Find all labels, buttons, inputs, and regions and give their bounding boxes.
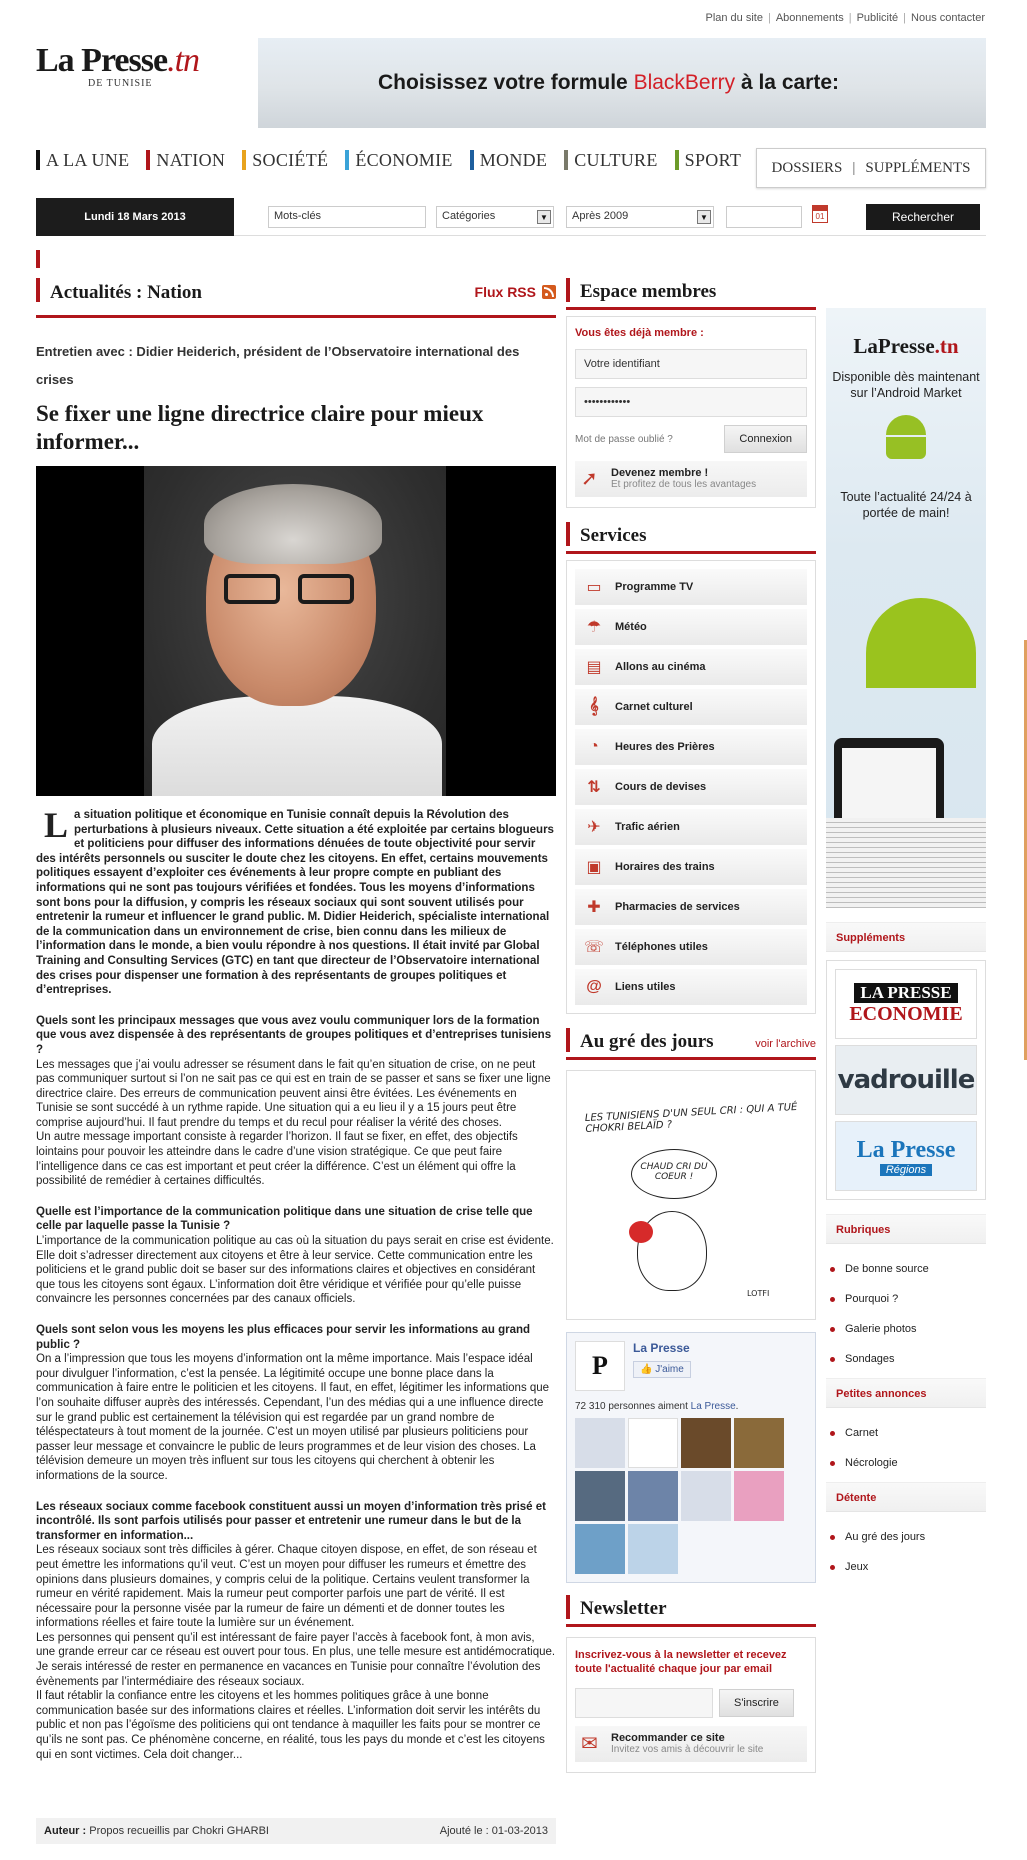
advertisement-banner[interactable]: [258, 38, 986, 128]
nav-nation[interactable]: [146, 148, 225, 172]
middle-column: [566, 278, 816, 1773]
service-cinema[interactable]: [575, 649, 807, 685]
services-header: [566, 522, 816, 554]
section-bar: [566, 278, 570, 302]
ad-brand-tn: .tn: [934, 334, 959, 358]
supp-sub: ECONOMIE: [849, 1002, 963, 1025]
days-header: [566, 1028, 816, 1060]
pharmacy-cross-icon: ✚: [587, 899, 601, 916]
rubrique-item[interactable]: Galerie photos: [826, 1314, 986, 1344]
section-bar: [566, 1595, 570, 1619]
likes-text: 72 310 personnes aiment: [575, 1401, 688, 1412]
article-kicker: Entretien avec : Didier Heiderich, président de l’Observatoire international des crises: [36, 344, 520, 387]
updown-arrows-icon: ⇅: [587, 779, 601, 796]
nav-monde[interactable]: [470, 148, 548, 172]
drop-cap: L: [44, 805, 69, 845]
section-bar: [36, 278, 40, 302]
recommend-title: Recommander ce site: [611, 1732, 725, 1744]
become-member-box[interactable]: [575, 461, 807, 497]
current-date: Lundi 18 Mars 2013: [36, 198, 234, 236]
rss-label: Flux RSS: [474, 284, 536, 300]
facebook-fans-grid: [575, 1418, 807, 1574]
dossiers-supplements-box: DOSSIERS | SUPPLÉMENTS: [756, 148, 986, 188]
facebook-page-link[interactable]: La Presse: [690, 1401, 736, 1412]
service-prieres[interactable]: [575, 729, 807, 765]
fan-avatar[interactable]: [628, 1471, 678, 1521]
question-2: Quelle est l’importance de la communication politique dans une situation de crise telle que celle par laquelle passe la Tunisie ?: [36, 1205, 533, 1233]
newsletter-title: Newsletter: [580, 1598, 667, 1619]
at-icon: @: [586, 978, 602, 995]
umbrella-icon: ☂: [586, 619, 602, 636]
facebook-page-name[interactable]: La Presse: [633, 1341, 690, 1355]
fan-avatar[interactable]: [681, 1418, 731, 1468]
login-panel: [566, 316, 816, 508]
annonces-list: [826, 1408, 986, 1478]
android-icon: [886, 415, 926, 459]
annonces-header: Petites annonces: [826, 1378, 986, 1408]
fan-avatar[interactable]: [628, 1418, 678, 1468]
ad-line-2: Toute l’actualité 24/24 à portée de main!: [840, 490, 972, 520]
categories-select[interactable]: [436, 206, 554, 228]
envelope-icon: ✉: [581, 1733, 598, 1755]
clock-icon: ◔: [589, 738, 599, 755]
nav-bar-marker: [146, 150, 150, 170]
question-3: Quels sont selon vous les moyens les plus efficaces pour servir les informations au grand public ?: [36, 1324, 531, 1351]
facebook-likes-count: 72 310 personnes aiment La Presse.: [575, 1401, 739, 1412]
treble-clef-icon: 𝄞: [589, 698, 599, 715]
calendar-icon[interactable]: 01: [812, 205, 828, 223]
detente-header: Détente: [826, 1482, 986, 1512]
rss-icon: [542, 285, 556, 299]
article-column: [36, 278, 556, 1762]
days-title: Au gré des jours: [580, 1031, 714, 1052]
supplements-header: Suppléments: [826, 922, 986, 952]
become-member-sub: Et profitez de tous les avantages: [611, 479, 757, 490]
fan-avatar[interactable]: [734, 1471, 784, 1521]
article-lead: a situation politique et économique en Tunisie connaît depuis la Révolution des perturbations à plusieurs niveaux. Cette situation a été exploitée par certains blogueurs et politiciens pour diffuser des informations dénuées de toute objectivité pour servir des intérêts personnels ou susciter le doute chez les citoyens. En effet, certains mouvements politiques essayent d’exploiter ces événements à leur propre compte en publiant des informations qui ne sont pas toujours vérifiées et fondées. Tous les moyens d’informations sont bons pour la diffusion, y compris les réseaux sociaux qui sont souvent utilisés pour entretenir la rumeur et influencer le grand public. M. Didier Heiderich, spécialiste international de la communication dans un environnement de crise, bien connu dans les milieux de l’information dans le monde, a bien voulu répondre à nos questions. Il était invité par Global Training and Consulting Services (GTC) en tant que directeur de l’Observatoire international des crises pour dispenser une formation à des représentants de groupes politiques et d’entreprises.: [36, 809, 554, 997]
nav-label: SPORT: [684, 149, 742, 170]
detente-item[interactable]: Jeux: [826, 1552, 986, 1582]
nav-economie[interactable]: [345, 148, 452, 172]
section-bar: [566, 1028, 570, 1052]
thumbs-up-icon: 👍: [640, 1364, 656, 1375]
login-button[interactable]: Connexion: [724, 425, 807, 453]
section-marker: [36, 250, 40, 268]
banner-brand: BlackBerry: [633, 71, 736, 94]
cartoon-caption: LES TUNISIENS D'UN SEUL CRI : QUI A TUÉ CHOKRI BELAÏD ?: [584, 1101, 798, 1136]
year-value: Après 2009: [572, 210, 629, 222]
logo-main: La Presse: [36, 42, 168, 79]
answer-4c: Il faut rétablir la confiance entre les citoyens et les hommes politiques grâce à une bonne communication basée sur des informations claires et réelles. L’information doit servir les intérêts du public et non pas l’égoïsme des politiciens qui ont tendance à maquiller les faits pour se montrer ce qu’ils ne sont pas. Ce phénomène concerne, en réalité, tous les pays du monde et c’est les citoyens qui en sont victimes. Cela doit changer...: [36, 1690, 545, 1761]
author-line: [44, 1825, 269, 1837]
supplements-list: [826, 960, 986, 1200]
link-plan-du-site[interactable]: Plan du site: [705, 12, 763, 24]
rss-link[interactable]: [475, 284, 556, 300]
link-abonnements[interactable]: Abonnements: [775, 12, 844, 24]
service-trains[interactable]: [575, 849, 807, 885]
chevron-down-icon: ▼: [537, 210, 551, 224]
nav-label: A LA UNE: [46, 149, 130, 170]
subscribe-button[interactable]: S'inscrire: [719, 1689, 794, 1717]
supplement-economie[interactable]: [835, 969, 977, 1039]
nav-label: MONDE: [479, 149, 548, 170]
cartoon-signature: LOTFI: [747, 1289, 770, 1298]
android-robot-icon: [866, 598, 976, 688]
service-programme-tv[interactable]: [575, 569, 807, 605]
service-trafic-aerien[interactable]: [575, 809, 807, 845]
added-date: Ajouté le : 01-03-2013: [439, 1825, 548, 1837]
facebook-like-button[interactable]: [633, 1361, 691, 1378]
nav-bar-marker: [242, 150, 246, 170]
nav-label: ÉCONOMIE: [355, 149, 453, 170]
train-icon: ▣: [586, 859, 602, 876]
nav-bar-marker: [36, 150, 40, 170]
fan-avatar[interactable]: [575, 1471, 625, 1521]
service-label: Pharmacies de services: [615, 901, 740, 913]
services-title: Services: [580, 525, 647, 546]
supp-label: LA PRESSE: [854, 983, 957, 1003]
answer-4: Les réseaux sociaux sont très difficiles à gérer. Chaque citoyen dispose, en effet, de son réseau et peut émettre les informations qu’il veut. C’est un moyen pour diffuser les rumeurs et émettre des opinions dans plusieurs domaines, y compris celui de la politique. Certains veulent transformer la rumeur en vérité rapidement. Mais la rumeur peut comporter parfois une part de vérité. Il est nécessaire pour la personne visée par la rumeur de faire un démenti et de donner toutes les informations réelles et faire toute la lumière sur un événement.: [36, 1544, 537, 1630]
article-photo: [36, 466, 556, 796]
service-label: Horaires des trains: [615, 861, 715, 873]
username-input[interactable]: Votre identifiant: [575, 349, 807, 379]
tv-icon: ▭: [586, 579, 602, 596]
dossiers-link[interactable]: DOSSIERS: [771, 159, 843, 176]
answer-2: L’importance de la communication politique au cas où la situation du pays serait en crise est évidente. Elle doit s’adresser directement aux citoyens et être à leur service. Cette communication entre les politiciens et le grand public doit se baser sur des informations claires et objectives en considérant que tous les citoyens sont égaux. L’information doit être véridique et vérifiée pour qu’elle puisse convaincre les personnes concernées par des canaux officiels.: [36, 1235, 554, 1306]
phone-icon: ☏: [583, 939, 604, 956]
nav-label: CULTURE: [574, 149, 658, 170]
archive-link[interactable]: voir l'archive: [755, 1038, 816, 1050]
members-header: [566, 278, 816, 310]
main-navigation: [36, 148, 758, 172]
annonce-item[interactable]: Carnet: [826, 1418, 986, 1448]
service-label: Cours de devises: [615, 781, 707, 793]
recommend-sub: Invitez vos amis à découvrir le site: [611, 1744, 764, 1755]
service-carnet-culturel[interactable]: [575, 689, 807, 725]
supplements-link[interactable]: SUPPLÉMENTS: [865, 159, 971, 176]
search-bar: [36, 198, 986, 236]
nav-a-la-une[interactable]: [36, 148, 129, 172]
section-title: Actualités : Nation: [50, 282, 202, 303]
supp-sub: Régions: [880, 1164, 932, 1176]
year-select[interactable]: [566, 206, 714, 228]
detente-list: [826, 1512, 986, 1582]
password-input[interactable]: ••••••••••••: [575, 387, 807, 417]
nav-culture[interactable]: [564, 148, 657, 172]
plane-icon: ✈: [587, 819, 601, 836]
rubriques-header: Rubriques: [826, 1214, 986, 1244]
nav-bar-marker: [564, 150, 568, 170]
rubriques-list: [826, 1244, 986, 1374]
service-label: Allons au cinéma: [615, 661, 706, 673]
section-header: [36, 278, 556, 318]
supp-label: La Presse: [856, 1136, 956, 1163]
supplement-regions[interactable]: [835, 1121, 977, 1191]
top-links: Plan du site | Abonnements | Publicité | Nous contacter: [705, 12, 985, 24]
logo-sub: DE TUNISIE: [88, 78, 153, 89]
categories-value: Catégories: [442, 210, 496, 222]
answer-4b: Les personnes qui pensent qu’il est intéressant de faire payer l’accès à facebook font, à mon avis, une grande erreur car ce réseau est ouvert pour tous. En plus, une telle mesure est antidémocratique. Je serais intéressé de rester en permanence en vacances en Tunisie pour connaître l’évolution des évènements par l’intermédiaire des réseaux sociaux.: [36, 1631, 556, 1688]
keywords-input[interactable]: Mots-clés: [268, 206, 426, 228]
supp-label: vadrouille: [837, 1065, 975, 1095]
service-liens[interactable]: [575, 969, 807, 1005]
rubrique-item[interactable]: Pourquoi ?: [826, 1284, 986, 1314]
service-label: Heures des Prières: [615, 741, 715, 753]
rubrique-item[interactable]: De bonne source: [826, 1254, 986, 1284]
become-member-title: Devenez membre !: [611, 467, 709, 479]
nav-societe[interactable]: [242, 148, 328, 172]
link-publicite[interactable]: Publicité: [856, 12, 899, 24]
fan-avatar[interactable]: [575, 1418, 625, 1468]
answer-1b: Un autre message important consiste à regarder l’horizon. Il faut se fixer, en effet, des objectifs lointains pour pouvoir les atteindre dans le cadre d’une vision stratégique. Ce que peut faire l’intelligence dans ce cas est important et peut créer la différence. C’est un élément qui offre la possibilité de remédier à certaines difficultés.: [36, 1131, 518, 1188]
nav-label: SOCIÉTÉ: [252, 149, 329, 170]
arrow-icon: ➚: [581, 468, 598, 490]
service-label: Téléphones utiles: [615, 941, 708, 953]
services-list: [566, 560, 816, 1014]
service-label: Programme TV: [615, 581, 694, 593]
recommend-box[interactable]: [575, 1726, 807, 1762]
like-label: J'aime: [655, 1364, 684, 1375]
phone-image: [834, 738, 944, 828]
members-title: Espace membres: [580, 281, 717, 302]
service-label: Carnet culturel: [615, 701, 693, 713]
service-telephones[interactable]: [575, 929, 807, 965]
author-name: Propos recueillis par Chokri GHARBI: [89, 1825, 269, 1837]
service-label: Liens utiles: [615, 981, 676, 993]
nav-label: NATION: [156, 149, 226, 170]
newsletter-panel: [566, 1637, 816, 1773]
facebook-page-logo[interactable]: P: [575, 1341, 625, 1391]
nav-sport[interactable]: [675, 148, 741, 172]
service-meteo[interactable]: [575, 609, 807, 645]
service-label: Météo: [615, 621, 647, 633]
newspapers-image: [826, 818, 986, 908]
site-logo[interactable]: [36, 42, 246, 92]
ad-brand: LaPresse: [853, 334, 935, 358]
android-app-ad[interactable]: [826, 308, 986, 908]
question-4: Les réseaux sociaux comme facebook constituent aussi un moyen d’information très prisé et incontrôlé. Ils sont parfois utilisés pour passer et entretenir une rumeur dans le but de la transformer en information...: [36, 1500, 546, 1542]
article-footer: [36, 1818, 556, 1844]
newsletter-text: Inscrivez-vous à la newsletter et recevez toute l'actualité chaque jour par email: [575, 1649, 787, 1675]
newsletter-header: [566, 1595, 816, 1627]
search-button[interactable]: Rechercher: [866, 204, 980, 230]
date-input[interactable]: [726, 206, 802, 228]
supplement-vadrouille[interactable]: [835, 1045, 977, 1115]
fan-avatar[interactable]: [628, 1524, 678, 1574]
detente-item[interactable]: Au gré des jours: [826, 1522, 986, 1552]
right-column: [826, 308, 986, 1582]
newsletter-email-input[interactable]: [575, 1688, 713, 1718]
banner-suffix: à la carte:: [740, 71, 840, 94]
author-label: Auteur :: [44, 1825, 87, 1837]
cartoon-image[interactable]: [566, 1070, 816, 1320]
fan-avatar[interactable]: [734, 1418, 784, 1468]
link-nous-contacter[interactable]: Nous contacter: [911, 12, 985, 24]
facebook-widget: [566, 1332, 816, 1583]
cartoon-bubble: CHAUD CRI DU COEUR !: [631, 1149, 717, 1199]
already-member-label: Vous êtes déjà membre :: [575, 327, 704, 339]
ad-line-1: Disponible dès maintenant sur l’Android Market: [832, 370, 980, 400]
nav-bar-marker: [675, 150, 679, 170]
annonce-item[interactable]: Nécrologie: [826, 1448, 986, 1478]
service-devises[interactable]: [575, 769, 807, 805]
answer-1: Les messages que j’ai voulu adresser se résument dans le fait qu’en situation de crise, on ne peut pas communiquer surtout si l’on ne sait pas ce qui est en train de se passer et sans se fixer une ligne directrice claire. Des erreurs de communication peuvent ainsi être évitées. Les événements en Tunisie se sont succédé à un rythme rapide. Une situation qui a eu lieu il y a 15 jours peut être comprise aujourd’hui. Il faut prendre du temps et du recul pour réaliser la vérité des choses.: [36, 1058, 551, 1129]
service-label: Trafic aérien: [615, 821, 680, 833]
article-body: [36, 805, 556, 1762]
section-bar: [566, 522, 570, 546]
logo-tn: .tn: [167, 42, 200, 79]
question-1: Quels sont les principaux messages que vous avez voulu communiquer lors de la formation que vous avez dispensée à des représentants de groupes politiques et d’entreprises tunisiens ?: [36, 1014, 552, 1056]
forgot-password-link[interactable]: Mot de passe oublié ?: [575, 433, 673, 445]
fan-avatar[interactable]: [681, 1471, 731, 1521]
chevron-down-icon: ▼: [697, 210, 711, 224]
banner-prefix: Choisissez votre formule: [378, 71, 628, 94]
article-headline: Se fixer une ligne directrice claire pour mieux informer...: [36, 401, 484, 454]
service-pharmacies[interactable]: [575, 889, 807, 925]
rubrique-item[interactable]: Sondages: [826, 1344, 986, 1374]
fan-avatar[interactable]: [575, 1524, 625, 1574]
nav-bar-marker: [345, 150, 349, 170]
film-icon: ▤: [586, 659, 602, 676]
answer-3: On a l’impression que tous les moyens d’information ont la même importance. Mais l’espace idéal pour divulguer l’information, c’est la pensée. La légitimité occupe une bonne place dans la communication à faire entre le politicien et les citoyens. Il faut, en effet, légitimer les informations que l’on souhaite diffuser auprès des intéressés. Cependant, l’un des médias qui a une influence directe sur le grand public est certainement la télévision qui est regardée par un grand nombre de téléspectateurs à tout moment de la journée. C’est un moyen utilisé par plusieurs politiciens pour passer leur message et convaincre le public de leurs programmes et de leur vision des choses. La télévision demeure un moyen très influent sur tous les citoyens qui cherchent à obtenir les informations de la source.: [36, 1353, 550, 1482]
nav-bar-marker: [470, 150, 474, 170]
